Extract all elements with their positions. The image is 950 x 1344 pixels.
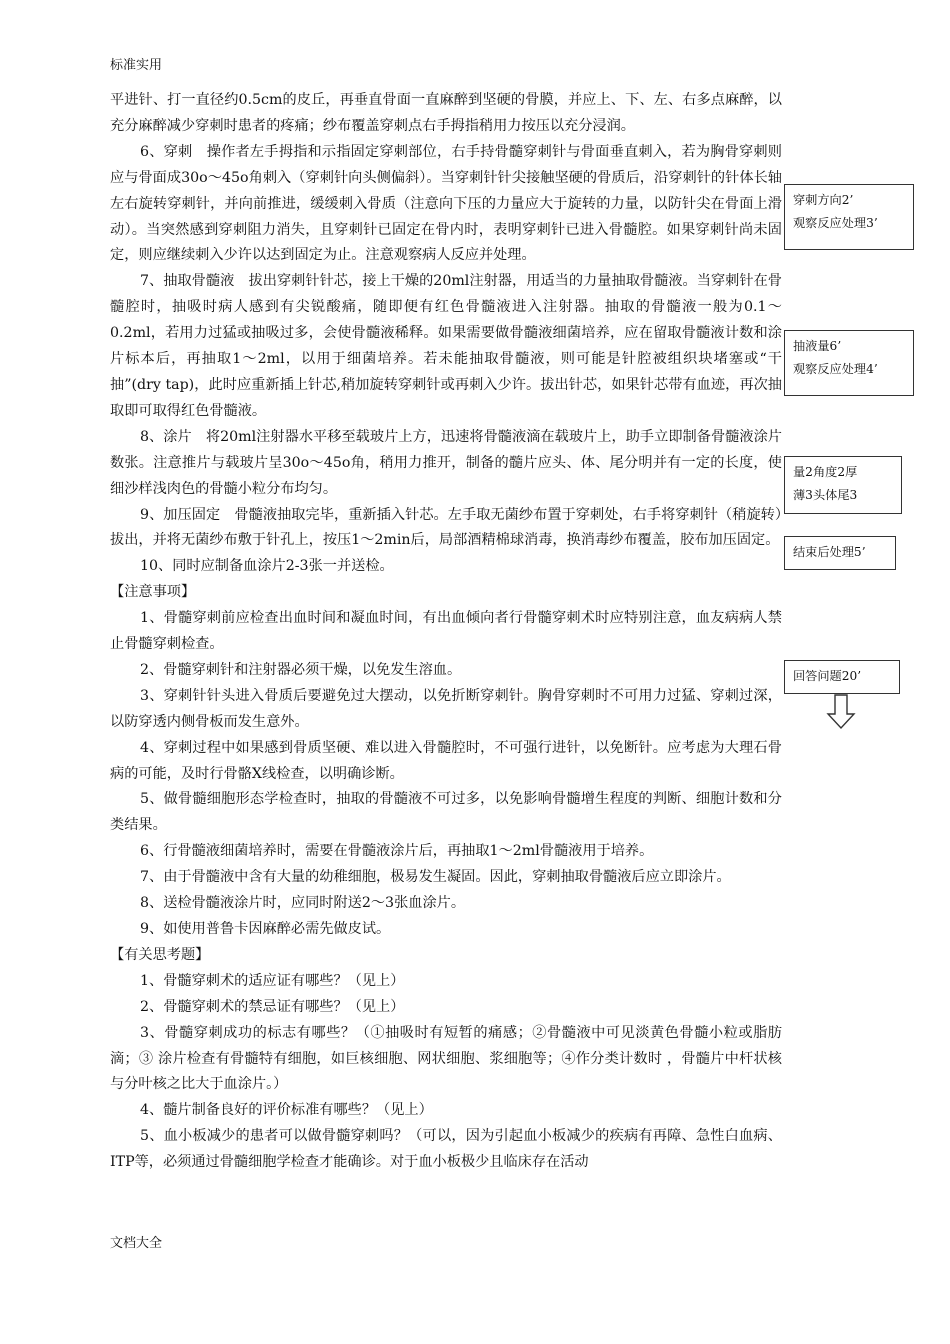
section-heading: 【注意事项】: [110, 584, 196, 601]
callout-line: 薄3头体尾3: [793, 488, 858, 502]
paragraph: 3、穿刺针针头进入骨质后要避免过大摆动，以免折断穿刺针。胸骨穿刺时不可用力过猛、穿刺过深，以防穿透内侧骨板而发生意外。: [110, 687, 782, 730]
score-callout-smear: [784, 456, 902, 514]
page-header: 标准实用: [110, 58, 163, 73]
paragraph: 5、做骨髓细胞形态学检查时，抽取的骨髓液不可过多，以免影响骨髓增生程度的判断、细胞计数和分类结果。: [110, 791, 782, 834]
paragraph: 6、行骨髓液细菌培养时，需要在骨髓液涂片后，再抽取1～2ml骨髓液用于培养。: [140, 843, 654, 860]
score-callout-questions: [784, 660, 900, 694]
paragraph: 平进针、打一直径约0.5cm的皮丘，再垂直骨面一直麻醉到坚硬的骨膜，并应上、下、左、右多点麻醉，以充分麻醉减少穿刺时患者的疼痛；纱布覆盖穿刺点右手拇指稍用力按压以充分浸润。: [110, 92, 782, 134]
paragraph: 1、骨髓穿刺前应检查出血时间和凝血时间，有出血倾向者行骨髓穿刺术时应特别注意，血友病病人禁止骨髓穿刺检查。: [110, 610, 782, 653]
paragraph: 9、加压固定 骨髓液抽取完毕，重新插入针芯。左手取无菌纱布置于穿刺处，右手将穿刺针（稍旋转）拔出，并将无菌纱布敷于针孔上，按压1～2min后，局部酒精棉球消毒，换消毒纱布覆盖，胶布加压固定。: [110, 506, 782, 549]
callout-line: 量2角度2厚: [793, 465, 858, 479]
paragraph: 2、骨髓穿刺针和注射器必须干燥，以免发生溶血。: [140, 661, 462, 678]
callout-line: 抽液量6’: [793, 339, 842, 353]
paragraph: 2、骨髓穿刺术的禁忌证有哪些？（见上）: [140, 998, 405, 1015]
paragraph: 3、骨髓穿刺成功的标志有哪些？（①抽吸时有短暂的痛感；②骨髓液中可见淡黄色骨髓小粒或脂肪滴；③ 涂片检查有骨髓特有细胞，如巨核细胞、网状细胞、浆细胞等；④作分类计数时 ，骨髓片中杆状核与分叶核之比大于血涂片。）: [110, 1024, 782, 1093]
down-arrow-icon: [826, 694, 856, 730]
callout-line: 穿刺方向2’: [793, 193, 854, 207]
paragraph: 10、同时应制备血涂片2-3张一并送检。: [140, 558, 394, 575]
paragraph: 7、抽取骨髓液 拔出穿刺针针芯，接上干燥的20ml注射器，用适当的力量抽取骨髓液。当穿刺针在骨髓腔时，抽吸时病人感到有尖锐酸痛，随即便有红色骨髓液进入注射器。抽取的骨髓液一般为0.1～0.2ml，若用力过猛或抽吸过多，会使骨髓液稀释。如果需要做骨髓液细菌培养，应在留取骨髓液计数和涂片标本后，再抽取1～2ml，以用于细菌培养。若未能抽取骨髓液，则可能是针腔被组织块堵塞或“干抽”(dry tap)，此时应重新插上针芯,稍加旋转穿刺针或再刺入少许。拔出针芯，如果针芯带有血迹，再次抽取即可取得红色骨髓液。: [110, 273, 782, 419]
document-body: [110, 88, 782, 1176]
paragraph: 9、如使用普鲁卡因麻醉必需先做皮试。: [140, 921, 391, 937]
score-callout-aspiration: [784, 330, 914, 396]
callout-tail: [805, 513, 819, 514]
paragraph: 8、送检骨髓液涂片时，应同时附送2～3张血涂片。: [140, 895, 466, 912]
callout-line: 观察反应处理3’: [793, 216, 878, 230]
section-heading: 【有关思考题】: [110, 946, 210, 963]
paragraph: 8、涂片 将20ml注射器水平移至载玻片上方，迅速将骨髓液滴在载玻片上，助手立即制备骨髓液涂片数张。注意推片与载玻片呈30o～45o角，稍用力推开，制备的髓片应头、体、尾分明并有一定的长度，使细沙样浅肉色的骨髓小粒分布均匀。: [110, 428, 782, 497]
score-callout-finish: [784, 536, 896, 570]
paragraph: 6、穿刺 操作者左手拇指和示指固定穿刺部位，右手持骨髓穿刺针与骨面垂直刺入，若为胸骨穿刺则应与骨面成30o～45o角刺入（穿刺针向头侧偏斜）。当穿刺针针尖接触坚硬的骨质后，沿穿刺针的针体长轴左右旋转穿刺针，并向前推进，缓缓刺入骨质（注意向下压的力量应大于旋转的力量，以防针尖在骨面上滑动）。当突然感到穿刺阻力消失，且穿刺针已固定在骨内时，表明穿刺针已进入骨髓腔。如果穿刺针尚未固定，则应继续刺入少许以达到固定为止。注意观察病人反应并处理。: [110, 143, 782, 264]
paragraph: 4、穿刺过程中如果感到骨质坚硬、难以进入骨髓腔时，不可强行进针，以免断针。应考虑为大理石骨病的可能，及时行骨骼X线检查，以明确诊断。: [110, 739, 782, 782]
callout-tail: [805, 249, 819, 250]
callout-line: 观察反应处理4’: [793, 362, 878, 376]
callout-line: 回答问题20’: [793, 669, 862, 683]
page-footer: 文档大全: [110, 1236, 163, 1251]
callout-tail: [805, 395, 819, 396]
callout-line: 结束后处理5’: [793, 545, 866, 559]
callout-tail: [805, 569, 819, 570]
paragraph: 5、血小板减少的患者可以做骨髓穿刺吗？（可以，因为引起血小板减少的疾病有再障、急性白血病、ITP等，必须通过骨髓细胞学检查才能确诊。对于血小板极少且临床存在活动: [110, 1128, 782, 1171]
score-callout-puncture: [784, 184, 914, 250]
paragraph: 7、由于骨髓液中含有大量的幼稚细胞，极易发生凝固。因此，穿刺抽取骨髓液后应立即涂片。: [140, 869, 731, 886]
paragraph: 4、髓片制备良好的评价标准有哪些？（见上）: [140, 1102, 433, 1119]
paragraph: 1、骨髓穿刺术的适应证有哪些？（见上）: [140, 972, 405, 989]
